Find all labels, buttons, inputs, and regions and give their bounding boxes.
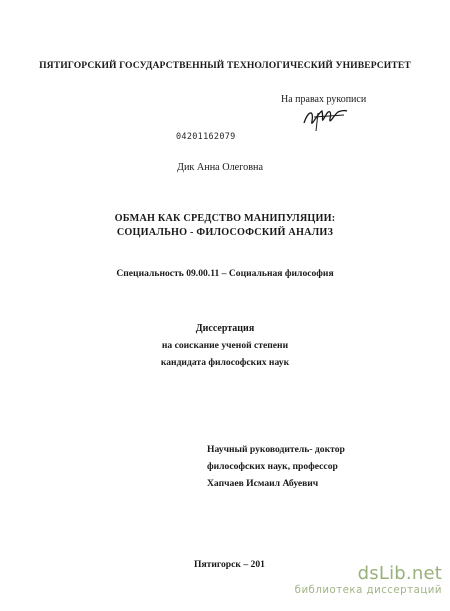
watermark-tagline: библиотека диссертаций [294, 585, 442, 596]
thesis-title-line-2: СОЦИАЛЬНО - ФИЛОСОФСКИЙ АНАЛИЗ [116, 227, 334, 238]
university-name: ПЯТИГОРСКИЙ ГОСУДАРСТВЕННЫЙ ТЕХНОЛОГИЧЕСКИЙ УНИВЕРСИТЕТ [39, 60, 411, 71]
degree-line-1: на соискание ученой степени [161, 340, 289, 351]
degree-line-2: кандидата философских наук [160, 357, 290, 368]
supervisor-line-1: Научный руководитель- доктор [207, 444, 345, 455]
specialty: Специальность 09.00.11 – Социальная философия [116, 268, 334, 279]
registration-code: 04201162079 [176, 132, 236, 142]
signature-icon [300, 103, 350, 133]
supervisor-name: Хапчаев Исмаил Абуевич [207, 478, 319, 489]
author-name: Дик Анна Олеговна [177, 162, 263, 173]
thesis-title-line-1: ОБМАН КАК СРЕДСТВО МАНИПУЛЯЦИИ: [114, 213, 336, 224]
dissertation-label: Диссертация [195, 323, 255, 334]
watermark [295, 565, 442, 596]
city-year: Пятигорск – 201 [194, 559, 265, 570]
supervisor-line-2: философских наук, профессор [207, 461, 338, 472]
rights-note: На правах рукописи [281, 94, 367, 105]
watermark-logo: dsLib.net [357, 563, 442, 584]
